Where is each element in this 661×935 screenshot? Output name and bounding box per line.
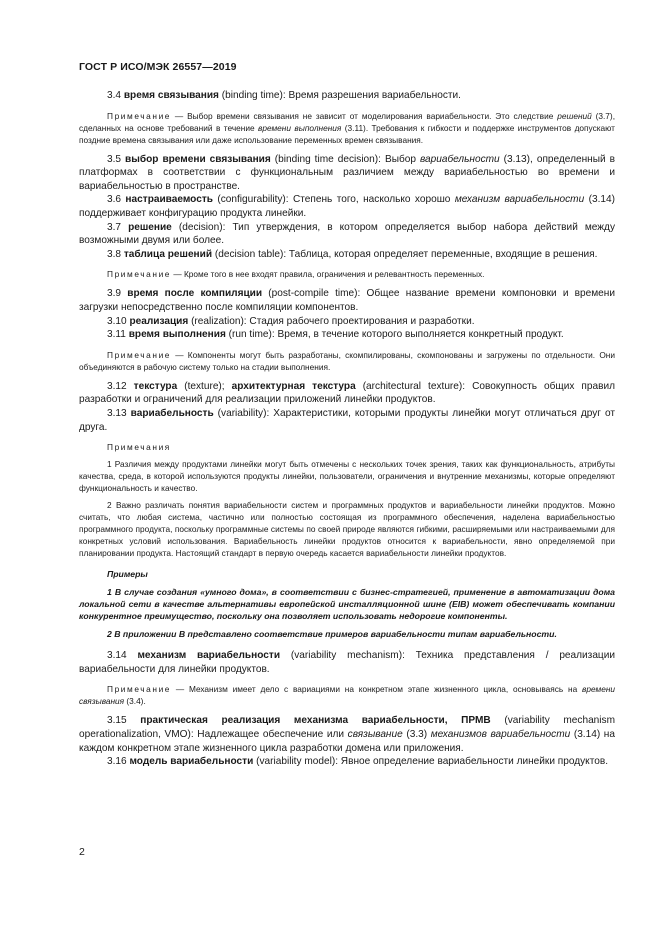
term-definition: 3.5 выбор времени связывания (binding time decision): Выбор вариабельности (3.13), определенный в платформах в соответствии с функциональным различием между вариабельностью во времени и вариабельностью в пространстве. [79,153,615,192]
term-definition: 3.14 механизм вариабельности (variability mechanism): Техника представления / реализации вариабельности для линейки продуктов. [79,650,615,675]
spacer [79,261,615,268]
spacer [79,559,615,568]
term-definition: 3.15 практическая реализация механизма вариабельности, ПРМВ (variability mechanism operationalization, VMO): Надлежащее обеспечение или связывание (3.3) механизмов вариабельности (3.14) на каждом конкретном этапе жизненного цикла разработки домена или приложения. [79,715,615,754]
spacer [79,146,615,153]
note: 1 Различия между продуктами линейки могут быть отмечены с нескольких точек зрения, таких как функциональность, атрибуты качества, среда, в которой используются продукты линейки, пользователи, ограничения и внутренние механизмы, которые определяют функциональность и качество. [79,459,615,494]
spacer [79,280,615,287]
note: Примечание — Компоненты могут быть разработаны, скомпилированы, скомпонованы и загружены по отдельности. Они объединяются в рабочую систему только на стадии выполнения. [79,349,615,372]
note: Примечание — Выбор времени связывания не зависит от моделирования вариабельности. Это следствие решений (3.7), сделанных на основе требований в течение времени выполнения (3.11). Требования к гибкости и поддержке инструментов допускают поздние времена связывания или даже использование переменных времен связывания. [79,110,615,145]
spacer [79,103,615,110]
spacer [79,676,615,683]
term-definition: 3.11 время выполнения (run time): Время, в течение которого выполняется конкретный продукт. [107,329,564,341]
note: Примечание — Механизм имеет дело с вариациями на конкретном этапе жизненного цикла, основываясь на времени связывания (3.4). [79,684,615,707]
spacer [79,434,615,441]
term-definition: 3.13 вариабельность (variability): Характеристики, которыми продукты линейки могут отличаться друг от друга. [79,407,615,433]
spacer [79,373,615,380]
term-definition: 3.16 модель вариабельности (variability model): Явное определение вариабельности линейки продуктов. [107,756,609,768]
term-definition: 3.6 настраиваемость (configurability): Степень того, насколько хорошо механизм вариабельности (3.14) поддерживает конфигурацию продукта линейки. [79,194,615,219]
term-definition: 3.12 текстура (texture); архитектурная текстура (architectural texture): Совокупность общих правил разработки и ограничений для реализации приложений линейки продуктов. [79,380,615,406]
example: 2 В приложении В представлено соответствие примеров вариабельности типам вариабельности. [107,628,557,639]
term-definition: 3.8 таблица решений (decision table): Таблица, которая определяет переменные, входящие в решения. [107,248,598,260]
document-body [79,89,615,769]
examples-heading: Примеры [107,569,148,580]
spacer [79,707,615,714]
term-definition: 3.9 время после компиляции (post-compile time): Общее название времени компоновки и времени загрузки непосредственно после компиляции компонентов. [79,288,616,313]
page-number: 2 [79,846,85,858]
example: 1 В случае создания «умного дома», в соответствии с бизнес-стратегией, применение в автоматизации дома локальной сети в качестве альтернативы европейской инсталляционной шине (EIB) может обеспечивать компании конкурентное преимущество, поскольку она позволяет использовать недорогие компоненты. [79,586,615,622]
term-definition: 3.10 реализация (realization): Стадия рабочего проектирования и разработки. [107,315,475,327]
term-definition: 3.7 решение (decision): Тип утверждения, в котором определяется выбор набора действий между возможными двумя или более. [79,221,615,247]
notes-heading: Примечания [107,442,171,453]
note: Примечание — Кроме того в нее входят правила, ограничения и релевантность переменных. [107,269,485,280]
page-header: ГОСТ Р ИСО/МЭК 26557—2019 [79,61,237,73]
spacer [79,342,615,349]
spacer [79,640,615,649]
note: 2 Важно различать понятия вариабельности систем и программных продуктов и вариабельности линейки продуктов. Можно считать, что любая система, частично или полностью состоящая из программного обеспечения, наделена вариабельностью программного продукта, поскольку программные системы по своей природе являются гибкими, расширяемыми или настраиваемыми для конкретных условий использования. Вариабельность линейки продуктов относится к вариабельности, явно определяемой при планировании продукта. Настоящий стандарт в первую очередь касается вариабельности линейки продуктов. [79,500,615,559]
term-definition: 3.4 время связывания (binding time): Время разрешения вариабельности. [107,90,461,101]
